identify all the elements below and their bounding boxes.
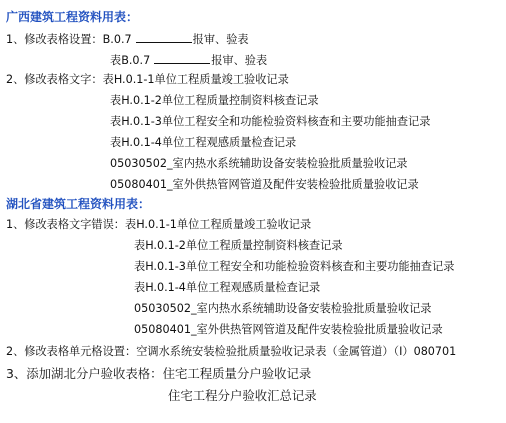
item-label: 2、修改表格单元格设置： (6, 345, 137, 358)
list-item: 05080401_室外供热管网管道及配件安装检验批质量验收记录 (134, 323, 443, 336)
section-title-guangxi: 广西建筑工程资料用表： (6, 10, 139, 24)
list-item: 表H.0.1-2单位工程质量控制资料核查记录 (134, 239, 343, 252)
table-name: 空调水系统安装检验批质量验收记录表（金属管道）（Ⅰ）080701 (136, 345, 457, 358)
item-label: 1、修改表格设置： (6, 33, 103, 46)
table-name: 报审、验表 (211, 54, 268, 67)
list-item (110, 52, 267, 68)
table-code: B.0.7 (102, 33, 132, 46)
list-item: 表H.0.1-2单位工程质量控制资料核查记录 (110, 94, 319, 107)
list-item (6, 73, 289, 87)
table-name: 表H.0.1-1单位工程质量竣工验收记录 (125, 218, 312, 231)
list-item: 05030502_室内热水系统辅助设备安装检验批质量验收记录 (110, 157, 408, 170)
list-item: 表H.0.1-3单位工程安全和功能检验资料核查和主要功能抽查记录 (134, 260, 455, 273)
section-title-hubei: 湖北省建筑工程资料用表： (6, 197, 151, 211)
list-item: 表H.0.1-3单位工程安全和功能检验资料核查和主要功能抽查记录 (110, 115, 431, 128)
item-label: 3、添加湖北分户验收表格： (6, 366, 163, 381)
table-code: 表B.0.7 (110, 54, 151, 67)
item-label: 1、修改表格文字错误： (6, 218, 125, 231)
item-label: 2、修改表格文字： (6, 73, 103, 86)
fill-blank (136, 31, 192, 43)
list-item (6, 345, 456, 359)
table-name: 住宅工程质量分户验收记录 (162, 366, 312, 381)
list-item (6, 218, 311, 232)
list-item: 05080401_室外供热管网管道及配件安装检验批质量验收记录 (110, 178, 419, 191)
fill-blank (154, 52, 210, 64)
list-item: 住宅工程分户验收汇总记录 (168, 388, 317, 403)
table-name: 表H.0.1-1单位工程质量竣工验收记录 (102, 73, 289, 86)
list-item: 表H.0.1-4单位工程观感质量检查记录 (110, 136, 297, 149)
list-item: 表H.0.1-4单位工程观感质量检查记录 (134, 281, 321, 294)
table-name: 报审、验表 (192, 33, 249, 46)
list-item: 05030502_室内热水系统辅助设备安装检验批质量验收记录 (134, 302, 432, 315)
list-item (6, 31, 249, 47)
list-item (6, 367, 311, 381)
